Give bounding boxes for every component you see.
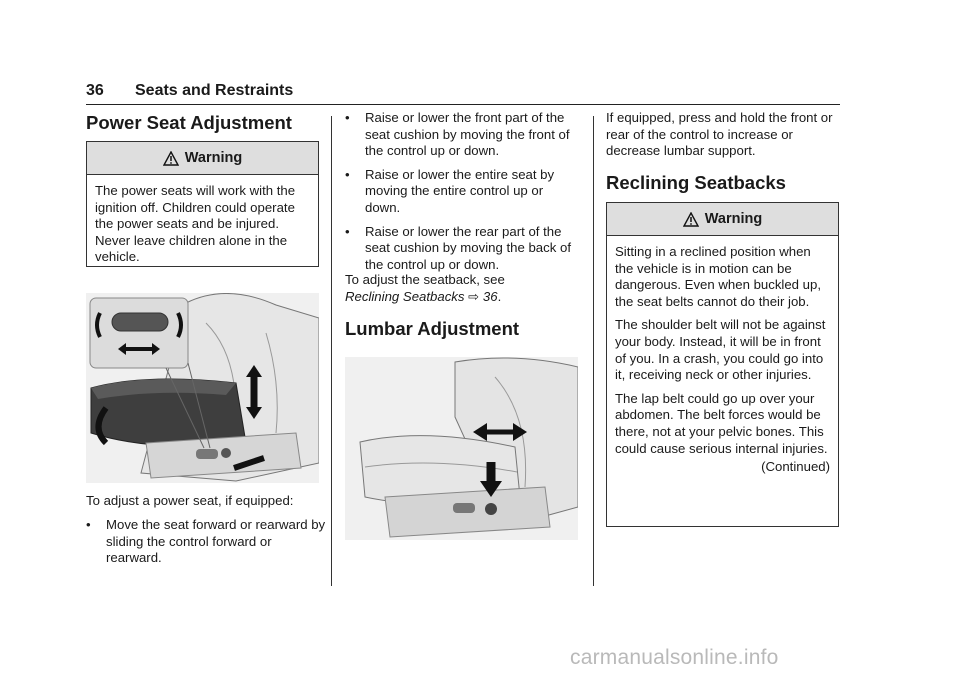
watermark: carmanualsonline.info: [570, 646, 779, 669]
column-divider-2: [593, 116, 594, 586]
warning-body: [607, 236, 838, 484]
warning-text: The power seats will work with the ignition off. Children could operate the power seats and be injured. Never leave children alone in the vehicle.: [95, 183, 296, 265]
section-title: Seats and Restraints: [135, 82, 294, 99]
page-ref[interactable]: 36: [482, 288, 498, 304]
power-seat-heading: Power Seat Adjustment: [86, 112, 292, 133]
warning-title: Warning: [184, 150, 243, 166]
column-divider-1: [331, 116, 332, 586]
lumbar-heading: Lumbar Adjustment: [345, 318, 520, 339]
warning-box-reclining: [606, 202, 839, 527]
warning-paragraph: The shoulder belt will not be against your body. Instead, it will be in front of you. In a crash, you could go into it, receiving neck or other injuries.: [615, 317, 826, 383]
lumbar-seat-illustration: [345, 357, 578, 540]
seatback-reference: To adjust the seatback, see Reclining Seatbacks ⇨ 36.: [345, 272, 505, 304]
list-item: • Raise or lower the entire seat by moving the entire control up or down.: [345, 166, 555, 215]
col2-bullets: [345, 110, 580, 280]
warning-box-power-seat: [86, 141, 319, 267]
warning-triangle-icon: [163, 151, 179, 166]
list-item: • Move the seat forward or rearward by sliding the control forward or rearward.: [86, 517, 326, 566]
warning-header: [607, 203, 838, 236]
list-item: • Raise or lower the front part of the seat cushion by moving the front of the control up or down.: [345, 110, 570, 159]
list-item: • Raise or lower the rear part of the seat cushion by moving the back of the control up or down.: [345, 223, 571, 272]
warning-paragraph: The lap belt could go up over your abdomen. The belt forces would be there, not at your pelvic bones. This could cause serious internal injuries.: [615, 390, 828, 456]
warning-paragraph: Sitting in a reclined position when the vehicle is in motion can be dangerous. Even when buckled up, the seat belts cannot do their job.: [615, 244, 822, 309]
page-number: 36: [86, 82, 104, 99]
warning-triangle-icon: [683, 212, 699, 227]
warning-title: Warning: [704, 211, 763, 227]
power-seat-illustration: [86, 293, 319, 483]
power-seat-intro: To adjust a power seat, if equipped:: [86, 493, 294, 508]
continued-label: (Continued): [761, 459, 830, 475]
col1-bullets: [86, 517, 326, 574]
lumbar-description: If equipped, press and hold the front or rear of the control to increase or decrease lumbar support.: [606, 110, 833, 159]
warning-header: [87, 142, 318, 175]
reclining-seatbacks-link[interactable]: Reclining Seatbacks: [345, 288, 465, 304]
page-header: [86, 82, 840, 105]
page-reference-icon: ⇨: [468, 288, 480, 304]
reclining-seatbacks-heading: Reclining Seatbacks: [606, 172, 786, 193]
